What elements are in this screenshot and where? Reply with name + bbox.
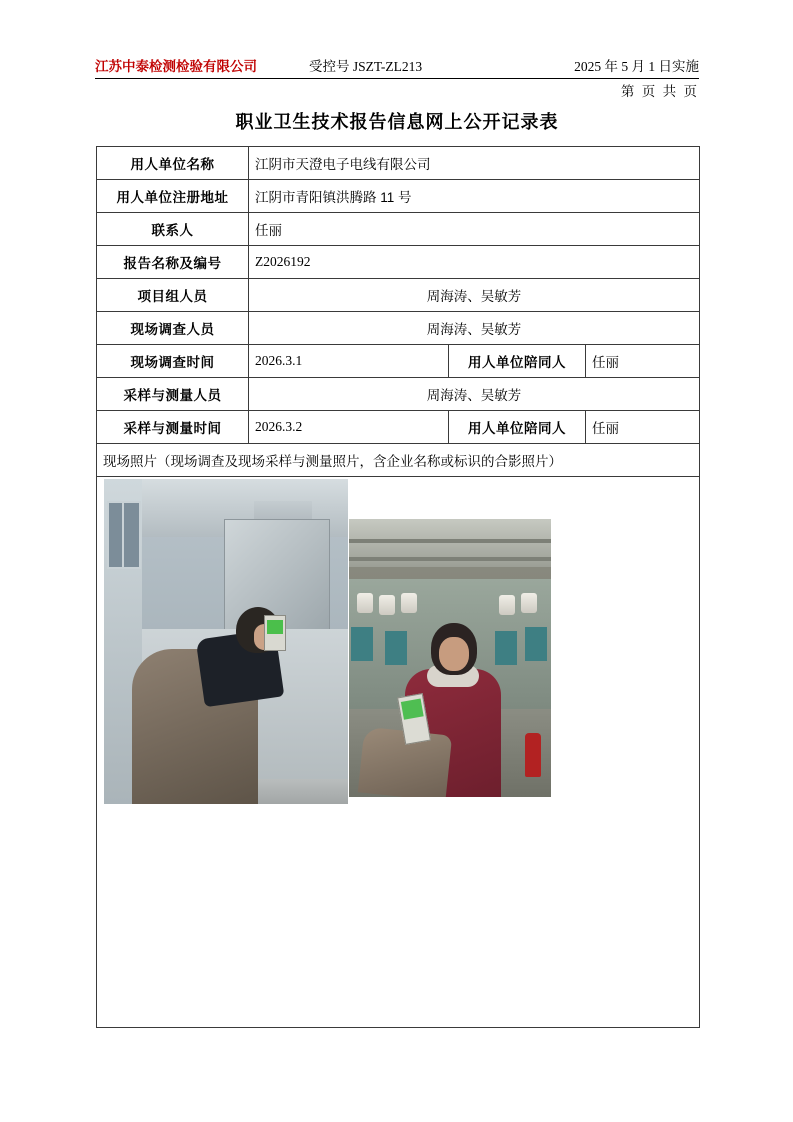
photo2-machine-body [525, 627, 547, 661]
table-row [97, 345, 700, 378]
photo1-window [107, 501, 141, 569]
table-row [97, 279, 700, 312]
photo2-machine-body [351, 627, 373, 661]
table-row [97, 378, 700, 411]
row-value-survey-staff: 周海涛、吴敏芳 [249, 312, 700, 345]
row-value-survey-accompany: 任丽 [586, 345, 700, 378]
table-row [97, 411, 700, 444]
row-label-report-name-number: 报告名称及编号 [97, 246, 249, 279]
photo2-device-screen [401, 699, 424, 720]
record-table [96, 146, 700, 1028]
row-label-employer-name: 用人单位名称 [97, 147, 249, 180]
page-header [95, 55, 699, 79]
row-value-employer-name: 江阴市天澄电子电线有限公司 [249, 147, 700, 180]
header-company-name: 江苏中泰检测检验有限公司 [95, 59, 257, 74]
sampling-measurement-photo [349, 519, 551, 797]
row-label-project-team: 项目组人员 [97, 279, 249, 312]
page-title: 职业卫生技术报告信息网上公开记录表 [235, 112, 559, 132]
table-row [97, 246, 700, 279]
table-row [97, 477, 700, 1028]
row-value-project-team: 周海涛、吴敏芳 [249, 279, 700, 312]
row-value-report-name-number: Z2026192 [249, 246, 700, 279]
table-row [97, 312, 700, 345]
row-label-sampling-accompany: 用人单位陪同人 [449, 411, 586, 444]
photo1-measuring-device [264, 615, 286, 651]
photo2-machine-body [385, 631, 407, 665]
photo2-spool [401, 593, 417, 613]
table-row [97, 147, 700, 180]
site-photos-cell [97, 477, 700, 1028]
site-survey-photo [104, 479, 348, 804]
photo2-spool [521, 593, 537, 613]
header-control-number: 受控号 JSZT-ZL213 [309, 59, 423, 74]
row-label-site-photos: 现场照片（现场调查及现场采样与测量照片，含企业名称或标识的合影照片） [97, 444, 700, 477]
row-value-sampling-accompany: 任丽 [586, 411, 700, 444]
photo1-device-screen [267, 620, 283, 634]
photo2-fire-extinguisher [525, 733, 541, 777]
row-value-registered-address: 江阴市青阳镇洪腾路 11 号 [249, 180, 700, 213]
row-value-sampling-staff: 周海涛、吴敏芳 [249, 378, 700, 411]
row-label-sampling-staff: 采样与测量人员 [97, 378, 249, 411]
photo2-machine-body [495, 631, 517, 665]
photo-area [103, 477, 693, 1027]
row-label-contact-person: 联系人 [97, 213, 249, 246]
row-label-survey-accompany: 用人单位陪同人 [449, 345, 586, 378]
photo2-spool [379, 595, 395, 615]
row-label-sampling-time: 采样与测量时间 [97, 411, 249, 444]
row-value-survey-time: 2026.3.1 [249, 345, 449, 378]
photo2-spool [357, 593, 373, 613]
photo2-worker-face [439, 637, 469, 671]
table-row [97, 444, 700, 477]
row-label-survey-staff: 现场调查人员 [97, 312, 249, 345]
header-effective-date: 2025 年 5 月 1 日实施 [574, 59, 699, 74]
table-row [97, 213, 700, 246]
row-value-contact-person: 任丽 [249, 213, 700, 246]
photo2-spool [499, 595, 515, 615]
photo2-beam [349, 557, 551, 561]
page-number-indicator: 第 页 共 页 [620, 84, 699, 99]
row-value-sampling-time: 2026.3.2 [249, 411, 449, 444]
row-label-survey-time: 现场调查时间 [97, 345, 249, 378]
photo2-beam [349, 539, 551, 543]
table-row [97, 180, 700, 213]
row-label-registered-address: 用人单位注册地址 [97, 180, 249, 213]
